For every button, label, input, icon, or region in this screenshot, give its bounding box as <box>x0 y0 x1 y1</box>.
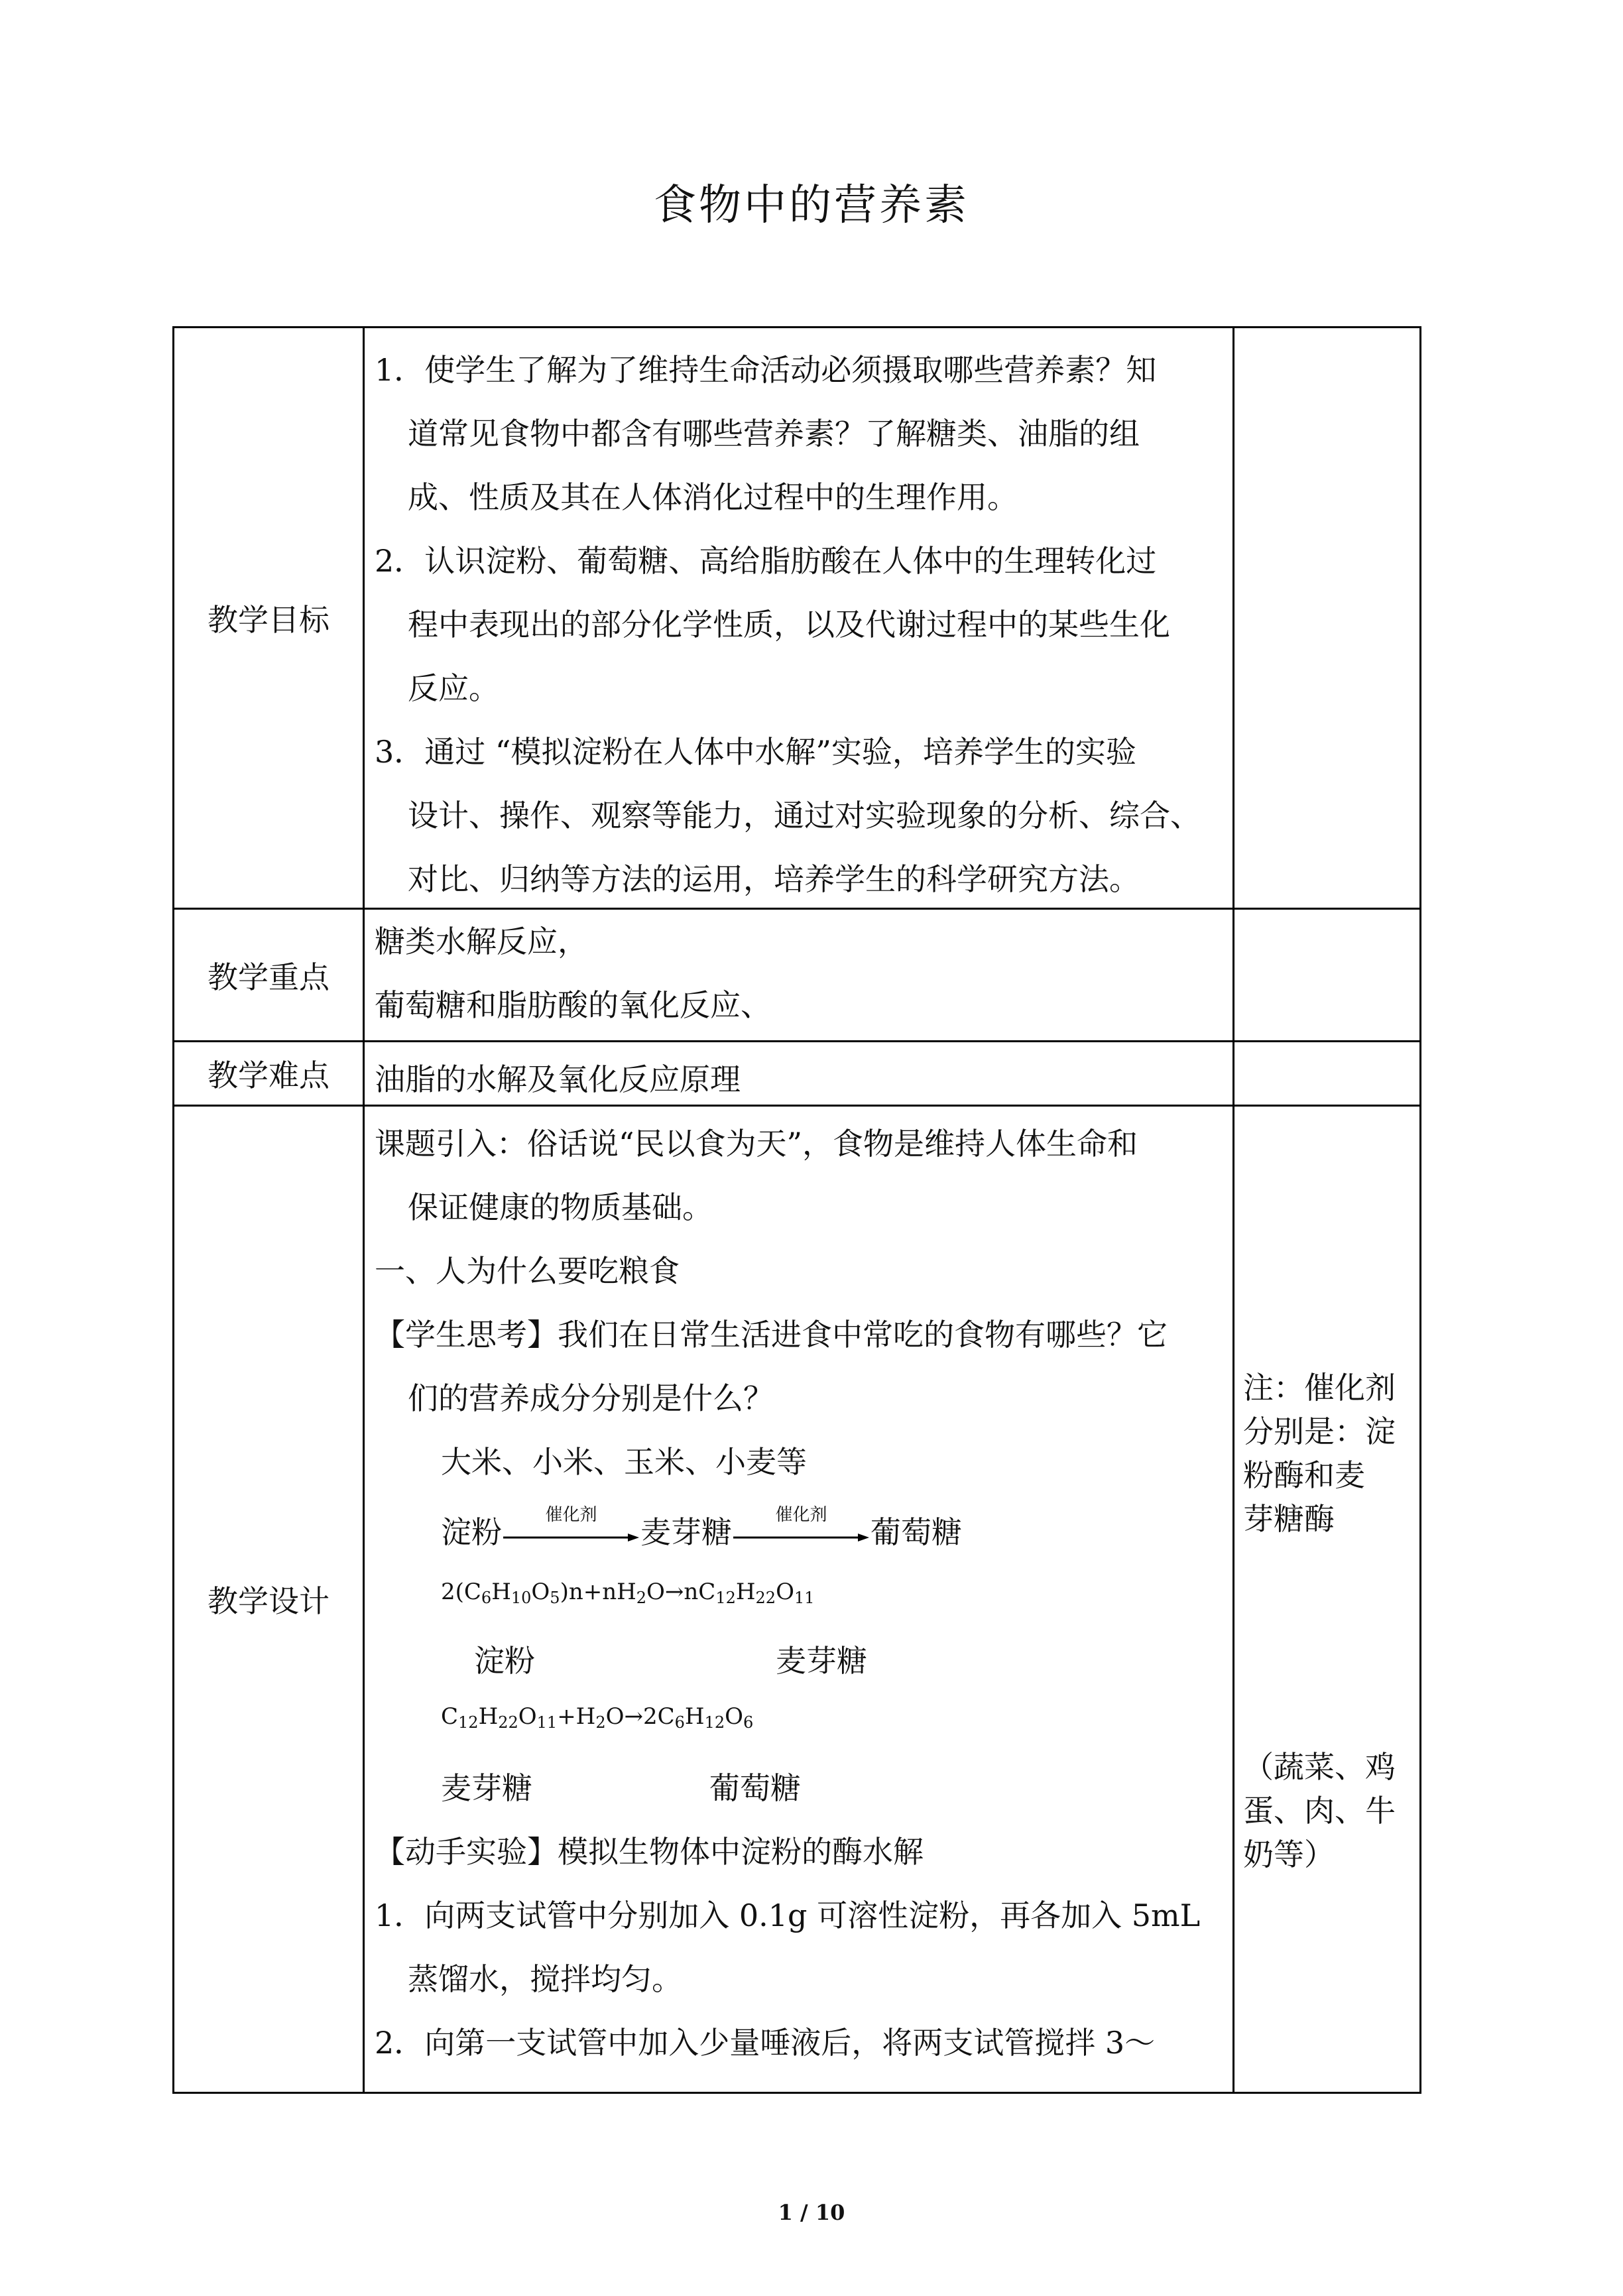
right-arrow-icon <box>733 1533 869 1542</box>
page-title: 食物中的营养素 <box>654 181 969 230</box>
row-label-key-points: 教学重点 <box>208 959 330 995</box>
note-line: （蔬菜、鸡 <box>1243 1749 1396 1785</box>
objective-line: 2．认识淀粉、葡萄糖、高给脂肪酸在人体中的生理转化过 <box>375 543 1157 579</box>
eq-sub: 10 <box>511 1589 532 1607</box>
eq-sub: 6 <box>743 1713 754 1732</box>
objective-line: 设计、操作、观察等能力，通过对实验现象的分析、综合、 <box>408 798 1201 833</box>
eq-sub: 11 <box>536 1713 558 1732</box>
eq-text: O→2C <box>605 1703 675 1730</box>
note-line: 奶等） <box>1243 1837 1335 1872</box>
note-line: 粉酶和麦 <box>1243 1457 1365 1493</box>
note-line: 分别是：淀 <box>1243 1414 1396 1449</box>
eq-text: H <box>735 1579 756 1605</box>
eq-text: )n+nH <box>560 1579 636 1605</box>
eq-text: O <box>531 1579 550 1605</box>
eq-sub: 6 <box>481 1589 492 1607</box>
eq-sub: 11 <box>794 1589 815 1607</box>
eq-text: O <box>776 1579 794 1605</box>
equation-1 <box>441 1579 815 1607</box>
foods-line: 大米、小米、玉米、小麦等 <box>441 1444 807 1480</box>
experiment-step: 2．向第一支试管中加入少量唾液后，将两支试管搅拌 3～ <box>375 2025 1156 2061</box>
row-label-design: 教学设计 <box>208 1583 330 1619</box>
page-number: 1 / 10 <box>778 2200 845 2225</box>
objective-line: 程中表现出的部分化学性质，以及代谢过程中的某些生化 <box>408 607 1170 642</box>
eq-sub: 2 <box>636 1589 647 1607</box>
foods-note <box>1243 1745 1421 1876</box>
eq-text: H <box>478 1703 499 1730</box>
eq-sub: 6 <box>674 1713 685 1732</box>
note-line: 芽糖酶 <box>1243 1501 1335 1537</box>
right-arrow-icon <box>503 1533 639 1542</box>
catalyst-arrow <box>733 1505 869 1551</box>
think-line: 们的营养成分分别是什么？ <box>408 1380 774 1416</box>
eq-text: H <box>491 1579 511 1605</box>
chain-starch: 淀粉 <box>441 1514 502 1550</box>
chain-glucose: 葡萄糖 <box>871 1514 962 1550</box>
difficulty-line: 油脂的水解及氧化反应原理 <box>375 1061 741 1097</box>
row-label-difficulties: 教学难点 <box>208 1057 330 1093</box>
eq-text: O <box>518 1703 537 1730</box>
eq-sub: 12 <box>715 1589 736 1607</box>
eq-sub: 5 <box>550 1589 560 1607</box>
equation-2 <box>441 1703 753 1732</box>
eq-sub: 22 <box>498 1713 518 1732</box>
intro-line: 保证健康的物质基础。 <box>408 1189 713 1225</box>
row-label-objectives: 教学目标 <box>208 602 330 638</box>
note-line: 蛋、肉、牛 <box>1243 1793 1396 1829</box>
think-line: 【学生思考】我们在日常生活进食中常吃的食物有哪些？它 <box>375 1317 1168 1353</box>
eq2-label-maltose: 麦芽糖 <box>441 1770 532 1806</box>
catalyst-note <box>1243 1366 1421 1541</box>
eq-text: O <box>725 1703 743 1730</box>
column-divider <box>1232 326 1234 2094</box>
eq-text: H <box>684 1703 705 1730</box>
arrow-label: 催化剂 <box>545 1505 597 1525</box>
arrow-label: 催化剂 <box>775 1505 827 1525</box>
key-point-line: 葡萄糖和脂肪酸的氧化反应、 <box>375 987 771 1023</box>
eq-sub: 12 <box>458 1713 479 1732</box>
eq-text: 2(C <box>441 1579 481 1605</box>
objective-line: 反应。 <box>408 670 499 706</box>
eq-sub: 22 <box>755 1589 776 1607</box>
eq-text: O→nC <box>646 1579 716 1605</box>
objective-line: 对比、归纳等方法的运用，培养学生的科学研究方法。 <box>408 861 1140 897</box>
eq-sub: 2 <box>595 1713 606 1732</box>
reaction-chain <box>441 1505 962 1552</box>
eq2-label-glucose: 葡萄糖 <box>709 1770 801 1806</box>
objective-line: 1．使学生了解为了维持生命活动必须摄取哪些营养素？知 <box>375 352 1157 388</box>
section-heading: 一、人为什么要吃粮食 <box>375 1253 680 1289</box>
eq-text: C <box>441 1703 459 1730</box>
catalyst-arrow <box>503 1505 639 1551</box>
intro-line: 课题引入：俗话说“民以食为天”，食物是维持人体生命和 <box>375 1126 1138 1162</box>
chain-maltose: 麦芽糖 <box>640 1514 732 1550</box>
eq1-label-maltose: 麦芽糖 <box>776 1643 867 1679</box>
column-divider <box>363 326 365 2094</box>
eq-text: +H <box>557 1703 596 1730</box>
key-point-line: 糖类水解反应， <box>375 924 588 959</box>
lesson-plan-table <box>172 326 1421 2094</box>
objective-line: 3．通过 “模拟淀粉在人体中水解”实验，培养学生的实验 <box>375 734 1136 770</box>
objective-line: 道常见食物中都含有哪些营养素？了解糖类、油脂的组 <box>408 416 1140 452</box>
experiment-step: 蒸馏水，搅拌均匀。 <box>408 1961 682 1997</box>
experiment-title: 【动手实验】模拟生物体中淀粉的酶水解 <box>375 1834 924 1870</box>
experiment-step: 1．向两支试管中分别加入 0.1g 可溶性淀粉，再各加入 5mL <box>375 1898 1201 1933</box>
note-line: 注：催化剂 <box>1243 1370 1396 1406</box>
eq1-label-starch: 淀粉 <box>474 1643 535 1679</box>
eq-sub: 12 <box>704 1713 725 1732</box>
objective-line: 成、性质及其在人体消化过程中的生理作用。 <box>408 479 1018 515</box>
